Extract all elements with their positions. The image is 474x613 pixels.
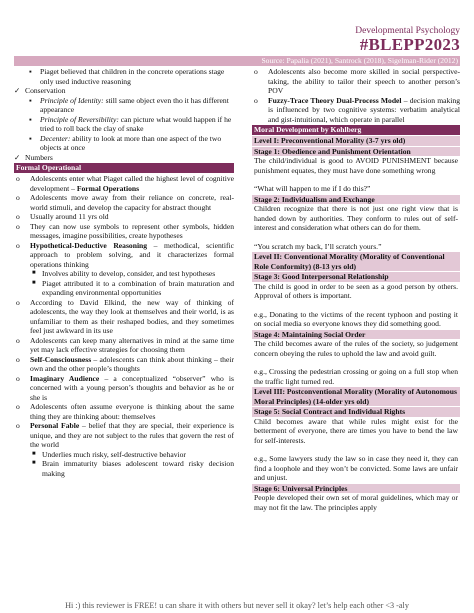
- stage-example: e.g., Crossing the pedestrian crossing or going on a full stop when the traffic light turned red.: [254, 367, 458, 386]
- list-item: o Personal Fable – belief that they are special, their experience is unique, and they are not subject to the rules that govern the rest of the world: [16, 421, 234, 449]
- section-heading-formal: Formal Operational: [14, 163, 234, 173]
- stage-example: e.g., Donating to the victims of the recent typhoon and posting it on social media so everyone knows they did something good.: [254, 309, 458, 328]
- stage-heading: Stage 5: Social Contract and Individual Rights: [252, 407, 460, 417]
- stage-heading: Stage 1: Obedience and Punishment Orientation: [252, 147, 460, 157]
- level-heading: Level III: Postconventional Morality (Morality of Autonomous Moral Principles) (14-older yrs old): [252, 387, 460, 406]
- list-item: o Adolescents often assume everyone is thinking about the same thing they are thinking about: themselves: [16, 402, 234, 421]
- list-item: ✓ Numbers: [14, 152, 53, 162]
- stage-text: The child becomes aware of the rules of the society, so judgement concern obeying the rules to uphold the law and avoid guilt.: [254, 339, 458, 358]
- section-heading-moral: Moral Development by Kohlberg: [252, 125, 460, 135]
- list-item: o Fuzzy-Trace Theory Dual-Process Model – decision making is influenced by two cognitive systems: verbatim analytical and gist-intuitional, which operate in parallel: [254, 95, 461, 124]
- stage-quote: “You scratch my back, I’ll scratch yours.”: [254, 241, 382, 251]
- list-item: o Adolescents also become more skilled in social perspective-taking, the ability to tailor their speech to another person’s POV: [254, 67, 460, 95]
- list-item: ■ Involves ability to develop, consider, and test hypotheses: [32, 269, 216, 278]
- stage-example: e.g., Some lawyers study the law so in case they need it, they can find a loophole and they won’t be convicted. Some laws are unfair and unjust.: [254, 454, 458, 482]
- level-heading: Level II: Conventional Morality (Morality of Conventional Role Conformity) (8-13 yrs old): [252, 252, 460, 271]
- list-item: o Hypothetical-Deductive Reasoning – methodical, scientific approach to problem solving, and it characterizes formal operations thinking: [16, 240, 234, 269]
- header-title: #BLEPP2023: [359, 35, 460, 54]
- stage-text: People developed their own set of moral guidelines, which may or may not fit the law. The principles apply: [254, 493, 458, 512]
- list-item: o Adolescents enter what Piaget called the highest level of cognitive development – Formal Operations: [16, 174, 234, 193]
- list-item: o According to David Elkind, the new way of thinking of adolescents, the way they look at themselves and their world, is as unfamiliar to them as their reshaped bodies, and they sometimes feel just awkward in its use: [16, 297, 234, 335]
- stage-text: The child/individual is good to AVOID PUNISHMENT because punishment equates, they must have done something wrong: [254, 156, 458, 175]
- list-item: ▪ Principle of Identity: still same object even tho it has different appearance: [29, 95, 229, 114]
- footer-note: Hi :) this reviewer is FREE! u can share it with others but never sell it okay? let’s help each other <3 -aly: [65, 601, 409, 610]
- stage-heading: Stage 4: Maintaining Social Order: [252, 330, 460, 340]
- list-item: ▪ Principle of Reversibility: can picture what would happen if he tried to roll back the clay of snake: [29, 114, 232, 133]
- left-column: [14, 67, 234, 478]
- level-heading: Level I: Preconventional Morality (3-7 yrs old): [252, 136, 460, 146]
- stage-heading: Stage 6: Universal Principles: [252, 484, 460, 494]
- stage-text: The child is good in order to be seen as a good person by others. Approval of others is important.: [254, 281, 458, 300]
- list-item: ▪ Piaget believed that children in the concrete operations stage only used inductive reasoning: [29, 67, 225, 86]
- stage-text: Children recognize that there is not just one right view that is handed down by authorities. They conform to rules out of self-interest and consideration what others can do for them.: [254, 204, 458, 232]
- list-item: o Imaginary Audience – a conceptualized “observer” who is concerned with a young person’s thoughts and behavior as he or she is: [16, 373, 234, 402]
- list-item: o They can now use symbols to represent other symbols, hidden messages, imagine possibilities, create hypotheses: [16, 221, 234, 240]
- list-item: ■ Piaget attributed it to a combination of brain maturation and expanding environmental opportunities: [32, 278, 234, 297]
- list-item: ■ Brain immaturity biases adolescent toward risky decision making: [32, 459, 234, 478]
- source-bar: [14, 56, 460, 66]
- source-text: Source: Papalia (2021), Santrock (2018), Sigelman-Rider (2012): [261, 56, 458, 65]
- list-item: ■ Underlies much risky, self-destructive behavior: [32, 449, 186, 459]
- right-column: [252, 67, 460, 512]
- list-item: o Adolescents move away from their reliance on concrete, real-world stimuli, and develop the capacity for abstract thought: [16, 193, 234, 212]
- stage-quote: “What will happen to me if I do this?”: [254, 184, 371, 193]
- list-item: o Self-Consciousness – adolescents can think about thinking – their own and the other people’s thoughts: [16, 354, 234, 373]
- list-item: o Adolescents can keep many alternatives in mind at the same time yet may lack effective strategies for choosing them: [16, 335, 234, 354]
- stage-heading: Stage 2: Individualism and Exchange: [252, 195, 460, 205]
- stage-heading: Stage 3: Good Interpersonal Relationship: [252, 272, 460, 282]
- list-item: o Usually around 11 yrs old: [16, 212, 109, 221]
- stage-text: Child becomes aware that while rules might exist for the betterment of everyone, there are times you have to bend the law for self-interests.: [254, 416, 458, 445]
- list-item: ▪ Decenter: ability to look at more than one aspect of the two objects at once: [29, 133, 222, 152]
- header-subtitle: Developmental Psychology: [355, 26, 460, 36]
- list-item: ✓ Conservation: [14, 86, 66, 95]
